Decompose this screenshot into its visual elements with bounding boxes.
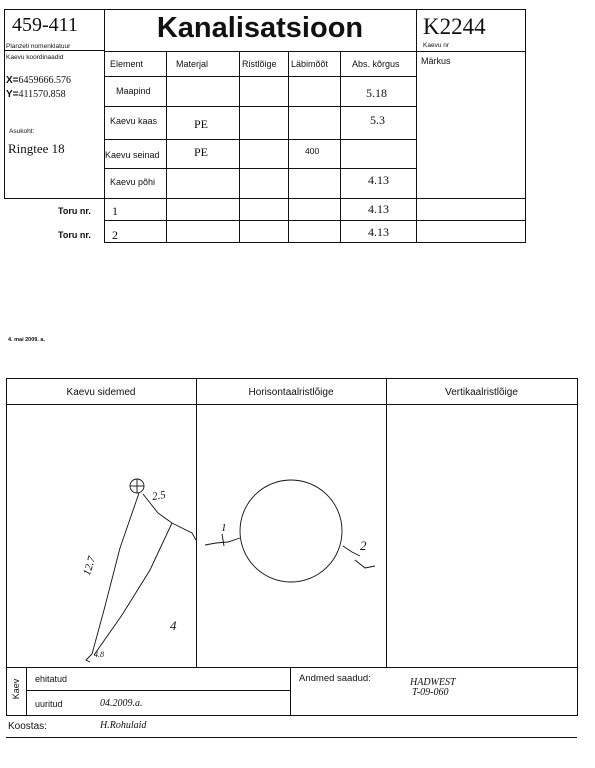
row-korgus-maapind: 5.18 xyxy=(366,86,387,100)
col-header-markus: Märkus xyxy=(421,56,451,66)
col-header-korgus: Abs. kõrgus xyxy=(352,59,400,69)
col-header-materjal: Materjal xyxy=(176,59,209,69)
sketch-label-pipe-1: 1 xyxy=(221,522,227,534)
well-section-circle xyxy=(240,480,342,582)
coordinate-y-value: 411570.858 xyxy=(18,89,66,100)
diagram-header-horisontaal: Horisontaalristlõige xyxy=(248,387,334,398)
row-materjal-kaevu-kaas: PE xyxy=(194,117,209,131)
pipe-2-number: 2 xyxy=(112,228,118,242)
row-element-kaevu-kaas: Kaevu kaas xyxy=(110,116,158,126)
footer-data-ref: T-09-060 xyxy=(412,687,449,698)
footer-side-label: Kaev xyxy=(11,678,21,700)
sketch-label-pipe-2: 2 xyxy=(360,538,367,553)
coordinate-x-value: 6459666.576 xyxy=(18,75,72,86)
footer-built-label: ehitatud xyxy=(35,674,68,684)
sketch-label-len-a: 2.5 xyxy=(151,488,167,504)
pipe-2-label: Toru nr. xyxy=(58,230,91,240)
footer-author-label: Koostas: xyxy=(8,721,47,732)
well-id-label: Kaevu nr xyxy=(423,42,450,49)
nomenclature-label: Planzeti nomenklatuur xyxy=(6,43,71,50)
sketch-label-len-b: 12.7 xyxy=(80,554,99,578)
footer-author-value: H.Rohulaid xyxy=(100,720,147,731)
row-element-kaevu-seinad: Kaevu seinad xyxy=(105,150,160,160)
coordinates-label: Kaevu koordinaadid xyxy=(6,54,64,61)
nomenclature-number: 459-411 xyxy=(12,14,78,36)
coordinate-x-prefix: X= xyxy=(6,75,19,86)
col-header-ristloige: Ristlõige xyxy=(242,59,277,69)
diagram-header-vertikaal: Vertikaalristlõige xyxy=(445,387,518,398)
row-element-kaevu-pohi: Kaevu põhi xyxy=(110,177,156,187)
pipe-1-korgus: 4.13 xyxy=(368,202,389,216)
row-korgus-kaevu-pohi: 4.13 xyxy=(368,173,389,187)
coordinate-y-prefix: Y= xyxy=(6,89,19,100)
row-korgus-kaevu-kaas: 5.3 xyxy=(370,113,385,127)
footer-surveyed-value: 04.2009.a. xyxy=(100,698,143,709)
footer-data-source: HADWEST xyxy=(410,677,456,688)
pipe-2-korgus: 4.13 xyxy=(368,225,389,239)
sketch-label-len-c: 4 xyxy=(170,618,177,633)
row-labimoot-kaevu-seinad: 400 xyxy=(305,146,320,156)
row-materjal-kaevu-seinad: PE xyxy=(194,145,209,159)
location-label: Asukoht: xyxy=(9,128,35,135)
diagram-header-sidemed: Kaevu sidemed xyxy=(66,387,136,398)
page-title: Kanalisatsioon xyxy=(156,12,364,44)
row-element-maapind: Maapind xyxy=(116,86,151,96)
pipe-1-number: 1 xyxy=(112,204,118,218)
sketch-label-corner: 4.8 xyxy=(94,650,104,659)
well-id: K2244 xyxy=(423,14,486,39)
col-header-element: Element xyxy=(110,59,144,69)
footer-surveyed-label: uuritud xyxy=(35,699,63,709)
location-value: Ringtee 18 xyxy=(8,141,65,156)
col-header-labimoot: Läbimõõt xyxy=(291,59,329,69)
pipe-1-label: Toru nr. xyxy=(58,206,91,216)
date-stamp: 4. mai 2009. a. xyxy=(8,337,45,343)
footer-data-label: Andmed saadud: xyxy=(299,673,371,684)
